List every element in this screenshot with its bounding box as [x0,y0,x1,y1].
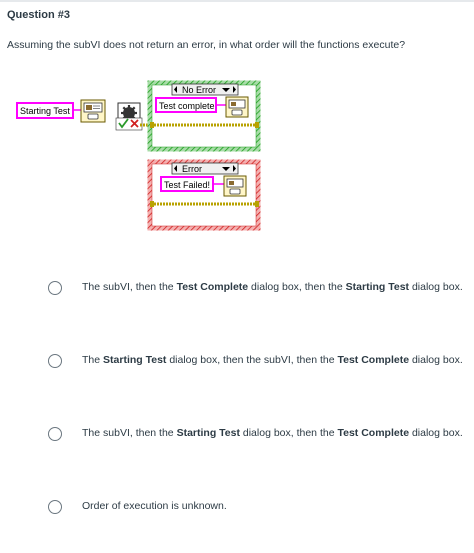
answer-option-text: Order of execution is unknown. [82,500,227,512]
error-check-icon [116,118,142,130]
starting-test-label: Starting Test [20,106,70,116]
test-failed-label: Test Failed! [164,180,211,190]
case-selector-no-error[interactable] [172,84,238,95]
dialog-box-icon [224,176,246,196]
answer-option-text: The subVI, then the Starting Test dialog box, then the Test Complete dialog box. [82,427,463,439]
top-divider [0,0,474,2]
case-selector-label: Error [182,164,202,174]
dialog-box-icon [226,97,248,117]
answer-option-3[interactable] [46,424,466,446]
answer-option-text: The subVI, then the Test Complete dialog box, then the Starting Test dialog box. [82,281,463,293]
starting-test-constant [17,103,73,118]
radio-button[interactable] [48,281,62,295]
answer-option-text: The Starting Test dialog box, then the subVI, then the Test Complete dialog box. [82,354,463,366]
block-diagram [0,70,474,240]
case-structure-error [150,162,259,228]
dialog-box-icon [81,100,105,122]
answer-option-2[interactable] [46,351,466,373]
case-structure-no-error [150,83,259,149]
question-text: Assuming the subVI does not return an error, in what order will the functions execute? [7,39,406,51]
case-selector-label: No Error [182,85,217,95]
radio-button[interactable] [48,354,62,368]
radio-button[interactable] [48,427,62,441]
answer-option-4[interactable] [46,497,466,519]
question-title: Question #3 [7,9,70,21]
test-complete-label: Test complete [159,101,215,111]
case-selector-error[interactable] [172,163,238,174]
answer-option-1[interactable] [46,278,466,300]
radio-button[interactable] [48,500,62,514]
